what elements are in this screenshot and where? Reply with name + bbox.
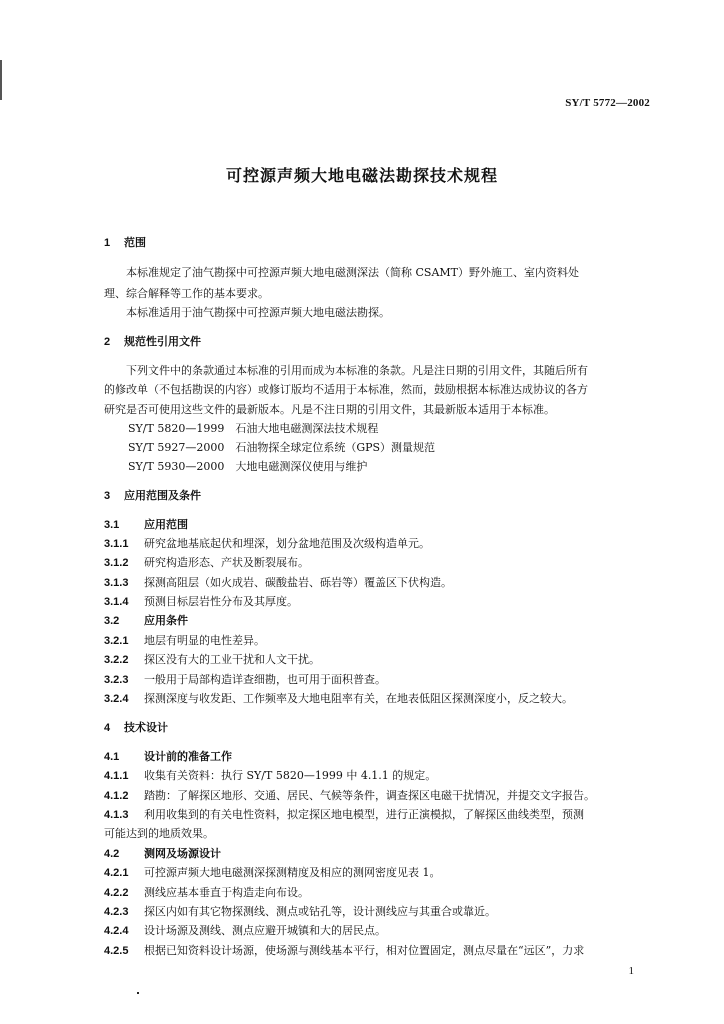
clause [104, 537, 430, 551]
clause-text: 探测高阻层（如火成岩、碳酸盐岩、砾岩等）覆盖区下伏构造。 [144, 576, 452, 589]
reference-item: SY/T 5927—2000 石油物探全球定位系统（GPS）测量规范 [128, 441, 436, 454]
clause-text: 预测目标层岩性分布及其厚度。 [144, 595, 298, 608]
clause-number: 4.1 [104, 751, 120, 763]
clause-text: 探区没有大的工业干扰和人文干扰。 [144, 653, 320, 666]
clause [104, 673, 386, 687]
clause [104, 653, 320, 667]
clause [104, 576, 452, 590]
clause-number: 4.2.4 [104, 925, 129, 937]
clause-number: 3.1.1 [104, 538, 129, 550]
subsection-heading [104, 847, 221, 861]
clause-text: 探区内如有其它物探测线、测点或钻孔等，设计测线应与其重合或靠近。 [144, 905, 496, 918]
clause-text: 利用收集到的有关电性资料，拟定探区地电模型，进行正演模拟，了解探区曲线类型，预测 [144, 808, 584, 821]
paragraph: 理、综合解释等工作的基本要求。 [104, 287, 269, 300]
subsection-title: 测网及场源设计 [144, 847, 221, 860]
clause-number: 3.2.4 [104, 693, 129, 705]
section-title: 范围 [124, 236, 146, 249]
clause-number: 3.2.2 [104, 654, 129, 666]
clause-text: 踏勘：了解探区地形、交通、居民、气候等条件，调查探区电磁干扰情况，并提交文字报告。 [144, 789, 595, 802]
subsection-heading [104, 518, 188, 532]
section-1-heading [104, 236, 146, 250]
clause-number: 4.1.3 [104, 809, 129, 821]
section-number: 1 [104, 237, 111, 249]
clause-text: 探测深度与收发距、工作频率及大地电阻率有关，在地表低阻区探测深度小，反之较大。 [144, 692, 573, 705]
clause-number: 3.1.3 [104, 577, 129, 589]
clause [104, 886, 309, 900]
clause [104, 789, 595, 803]
clause-number: 3.1.4 [104, 596, 129, 608]
clause-number: 4.1.2 [104, 790, 129, 802]
page-number: 1 [628, 965, 634, 977]
document-title: 可控源声频大地电磁法勘探技术规程 [225, 166, 498, 185]
clause [104, 692, 573, 706]
clause-text: 可控源声频大地电磁测深探测精度及相应的测网密度见表 1。 [144, 866, 441, 879]
subsection-title: 应用范围 [144, 518, 188, 531]
clause-text: 一般用于局部构造详查细勘，也可用于面积普查。 [144, 673, 386, 686]
paragraph: 下列文件中的条款通过本标准的引用而成为本标准的条款。凡是注日期的引用文件，其随后所有 [126, 364, 588, 377]
clause-text: 收集有关资料：执行 SY/T 5820—1999 中 4.1.1 的规定。 [144, 769, 437, 782]
section-title: 规范性引用文件 [124, 335, 201, 348]
clause [104, 556, 309, 570]
clause-text: 根据已知资料设计场源，使场源与测线基本平行，相对位置固定，测点尽量在“远区”，力求 [144, 944, 585, 957]
clause-text: 测线应基本垂直于构造走向布设。 [144, 886, 309, 899]
paragraph: 本标准规定了油气勘探中可控源声频大地电磁测深法（简称 CSAMT）野外施工、室内资料处 [126, 266, 579, 279]
clause-number: 3.2.3 [104, 674, 129, 686]
section-number: 3 [104, 490, 111, 502]
section-4-heading [104, 721, 168, 735]
section-number: 4 [104, 722, 111, 734]
clause-number: 3.1.2 [104, 557, 129, 569]
paragraph: 可能达到的地质效果。 [104, 827, 214, 840]
clause-number: 3.1 [104, 519, 120, 531]
section-3-heading [104, 489, 201, 503]
clause [104, 944, 584, 958]
paragraph: 研究是否可使用这些文件的最新版本。凡是不注日期的引用文件，其最新版本适用于本标准。 [104, 403, 555, 416]
section-title: 技术设计 [124, 721, 168, 734]
clause-number: 3.2 [104, 615, 120, 627]
subsection-title: 应用条件 [144, 614, 188, 627]
subsection-heading [104, 614, 188, 628]
clause-number: 4.2 [104, 848, 120, 860]
section-2-heading [104, 335, 201, 349]
clause [104, 634, 265, 648]
clause-number: 4.2.5 [104, 945, 129, 957]
clause [104, 808, 584, 822]
subsection-title: 设计前的准备工作 [144, 750, 232, 763]
clause-text: 研究构造形态、产状及断裂展布。 [144, 556, 309, 569]
clause-number: 4.2.1 [104, 867, 129, 879]
section-number: 2 [104, 336, 111, 348]
clause-number: 4.2.2 [104, 887, 129, 899]
paragraph: 本标准适用于油气勘探中可控源声频大地电磁法勘探。 [126, 306, 390, 319]
clause-text: 地层有明显的电性差异。 [144, 634, 265, 647]
clause [104, 769, 436, 783]
clause-text: 研究盆地基底起伏和埋深，划分盆地范围及次级构造单元。 [144, 537, 430, 550]
clause-number: 4.1.1 [104, 770, 129, 782]
clause [104, 905, 496, 919]
clause-text: 设计场源及测线、测点应避开城镇和大的居民点。 [144, 924, 386, 937]
clause-number: 3.2.1 [104, 635, 129, 647]
section-title: 应用范围及条件 [124, 489, 201, 502]
reference-item: SY/T 5930—2000 大地电磁测深仪使用与维护 [128, 460, 368, 473]
clause-number: 4.2.3 [104, 906, 129, 918]
clause [104, 866, 441, 880]
scan-speck [137, 992, 139, 994]
paragraph: 的修改单（不包括勘误的内容）或修订版均不适用于本标准，然而，鼓励根据本标准达成协议的各方 [104, 383, 588, 396]
standard-code: SY/T 5772—2002 [565, 97, 650, 109]
subsection-heading [104, 750, 232, 764]
clause [104, 595, 298, 609]
scan-edge-mark [0, 60, 2, 100]
reference-item: SY/T 5820—1999 石油大地电磁测深法技术规程 [128, 422, 379, 435]
clause [104, 924, 386, 938]
